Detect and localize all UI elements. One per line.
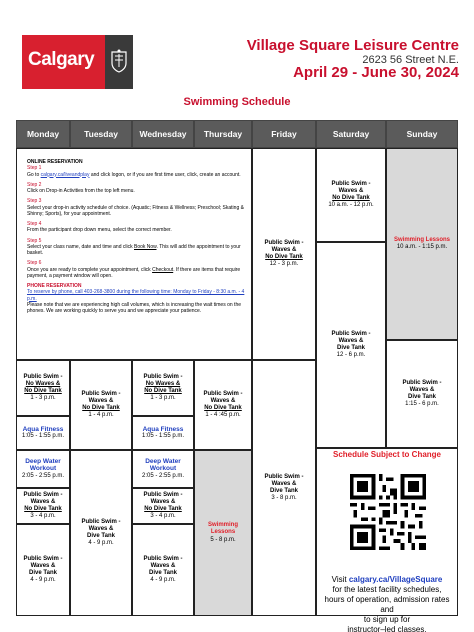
crest-panel bbox=[105, 35, 133, 89]
village-square-link[interactable]: calgary.ca/VillageSquare bbox=[348, 575, 443, 584]
notice-text: Visit calgary.ca/VillageSquare for the latest facility schedules, hours of operation, admission rates and to sign up for instructor–led classes. bbox=[324, 575, 450, 632]
step-3-text: Select your drop-in activity schedule of choice. (Aquatic; Fitness & Wellness; Preschool; Skating & Shinny; Sports), for your appointment. bbox=[27, 204, 244, 217]
wed-aqua-fitness: Aqua Fitness 1:05 - 1:55 p.m. bbox=[132, 416, 194, 450]
step-6-label: Step 6 bbox=[27, 260, 42, 267]
logo-wordmark: Calgary bbox=[28, 49, 95, 70]
mon-public-swim-1: Public Swim - No Waves & No Dive Tank 1 - 3 p.m. bbox=[16, 360, 70, 416]
day-header-tuesday: Tuesday bbox=[70, 120, 132, 148]
phone-link[interactable]: To reserve by phone, call 403-268-3800 during the following time: Monday to Friday - 8:30 a.m. - 4 p.m. bbox=[27, 289, 245, 302]
calgary-logo bbox=[22, 35, 133, 89]
sun-swimming-lessons: Swimming Lessons 10 a.m. - 1:15 p.m. bbox=[386, 148, 458, 340]
fri-public-swim-2: Public Swim - Waves & Dive Tank 3 - 8 p.m. bbox=[252, 360, 316, 616]
schedule-notice bbox=[316, 448, 458, 632]
sun-public-swim: Public Swim - Waves & Dive Tank 1:15 - 6 p.m. bbox=[386, 340, 458, 448]
wed-public-swim-2: Public Swim - Waves & No Dive Tank 3 - 4 p.m. bbox=[132, 488, 194, 524]
fri-public-swim-1: Public Swim - Waves & No Dive Tank 12 - 3 p.m. bbox=[252, 148, 316, 360]
city-crest-icon bbox=[110, 49, 128, 73]
mon-public-swim-2: Public Swim - Waves & No Dive Tank 3 - 4 p.m. bbox=[16, 488, 70, 524]
step-5-text: Select your class name, date and time and click Book Now. This will add the appointment to your basket. bbox=[27, 243, 241, 256]
liveandplay-link[interactable]: calgary.ca/liveandplay bbox=[40, 171, 90, 178]
step-4-text: From the participant drop down menu, select the correct member. bbox=[27, 227, 172, 234]
notice-title: Schedule Subject to Change bbox=[332, 450, 441, 459]
sat-public-swim-1: Public Swim - Waves & No Dive Tank 10 a.m. - 12 p.m. bbox=[316, 148, 386, 242]
wed-public-swim-1: Public Swim - No Waves & No Dive Tank 1 - 3 p.m. bbox=[132, 360, 194, 416]
tue-public-swim-2: Public Swim - Waves & Dive Tank 4 - 9 p.m. bbox=[70, 450, 132, 616]
mon-public-swim-3: Public Swim - Waves & Dive Tank 4 - 9 p.m. bbox=[16, 524, 70, 616]
phone-heading: PHONE RESERVATION bbox=[27, 283, 82, 289]
day-header-wednesday: Wednesday bbox=[132, 120, 194, 148]
thu-public-swim: Public Swim - Waves & No Dive Tank 1 - 4 :45 p.m. bbox=[194, 360, 252, 450]
step-2-label: Step 2 bbox=[27, 181, 42, 188]
mon-aqua-fitness: Aqua Fitness 1:05 - 1:55 p.m. bbox=[16, 416, 70, 450]
facility-address: 2623 56 Street N.E. bbox=[362, 54, 459, 66]
sat-public-swim-2: Public Swim - Waves & Dive Tank 12 - 6 p.m. bbox=[316, 242, 386, 448]
reservation-info bbox=[16, 148, 252, 360]
facility-name: Village Square Leisure Centre bbox=[246, 37, 459, 54]
day-header-saturday: Saturday bbox=[316, 120, 386, 148]
wed-deep-water: Deep Water Workout 2:05 - 2:55 p.m. bbox=[132, 450, 194, 488]
day-header-friday: Friday bbox=[252, 120, 316, 148]
step-1-text: Go to calgary.ca/liveandplay and click logon, or if you are first time user, click, create an account. bbox=[27, 171, 241, 178]
step-6-text: Once you are ready to complete your appointment, click Checkout. If there are items that require payment, a payment window will open. bbox=[27, 266, 241, 279]
schedule-dates: April 29 - June 30, 2024 bbox=[293, 64, 459, 81]
day-header-thursday: Thursday bbox=[194, 120, 252, 148]
phone-note: Please note that we are experiencing high call volumes, which is increasing the wait times on the phones. We are working quickly to serve you and we appreciate your patience. bbox=[27, 301, 242, 314]
step-5-label: Step 5 bbox=[27, 237, 42, 244]
step-4-label: Step 4 bbox=[27, 221, 42, 227]
day-header-sunday: Sunday bbox=[386, 120, 458, 148]
thu-swimming-lessons: Swimming Lessons 5 - 8 p.m. bbox=[194, 450, 252, 616]
step-1-label: Step 1 bbox=[27, 165, 42, 172]
qr-code-icon[interactable] bbox=[350, 474, 426, 550]
mon-deep-water: Deep Water Workout 2:05 - 2:55 p.m. bbox=[16, 450, 70, 488]
schedule-title: Swimming Schedule bbox=[183, 96, 291, 108]
online-heading: ONLINE RESERVATION bbox=[27, 159, 83, 165]
step-2-text: Click on Drop-in Activities from the top left menu. bbox=[27, 188, 135, 194]
tue-public-swim-1: Public Swim - Waves & No Dive Tank 1 - 4 p.m. bbox=[70, 360, 132, 450]
wed-public-swim-3: Public Swim - Waves & Dive Tank 4 - 9 p.m. bbox=[132, 524, 194, 616]
step-3-label: Step 3 bbox=[27, 198, 42, 205]
day-header-monday: Monday bbox=[16, 120, 70, 148]
